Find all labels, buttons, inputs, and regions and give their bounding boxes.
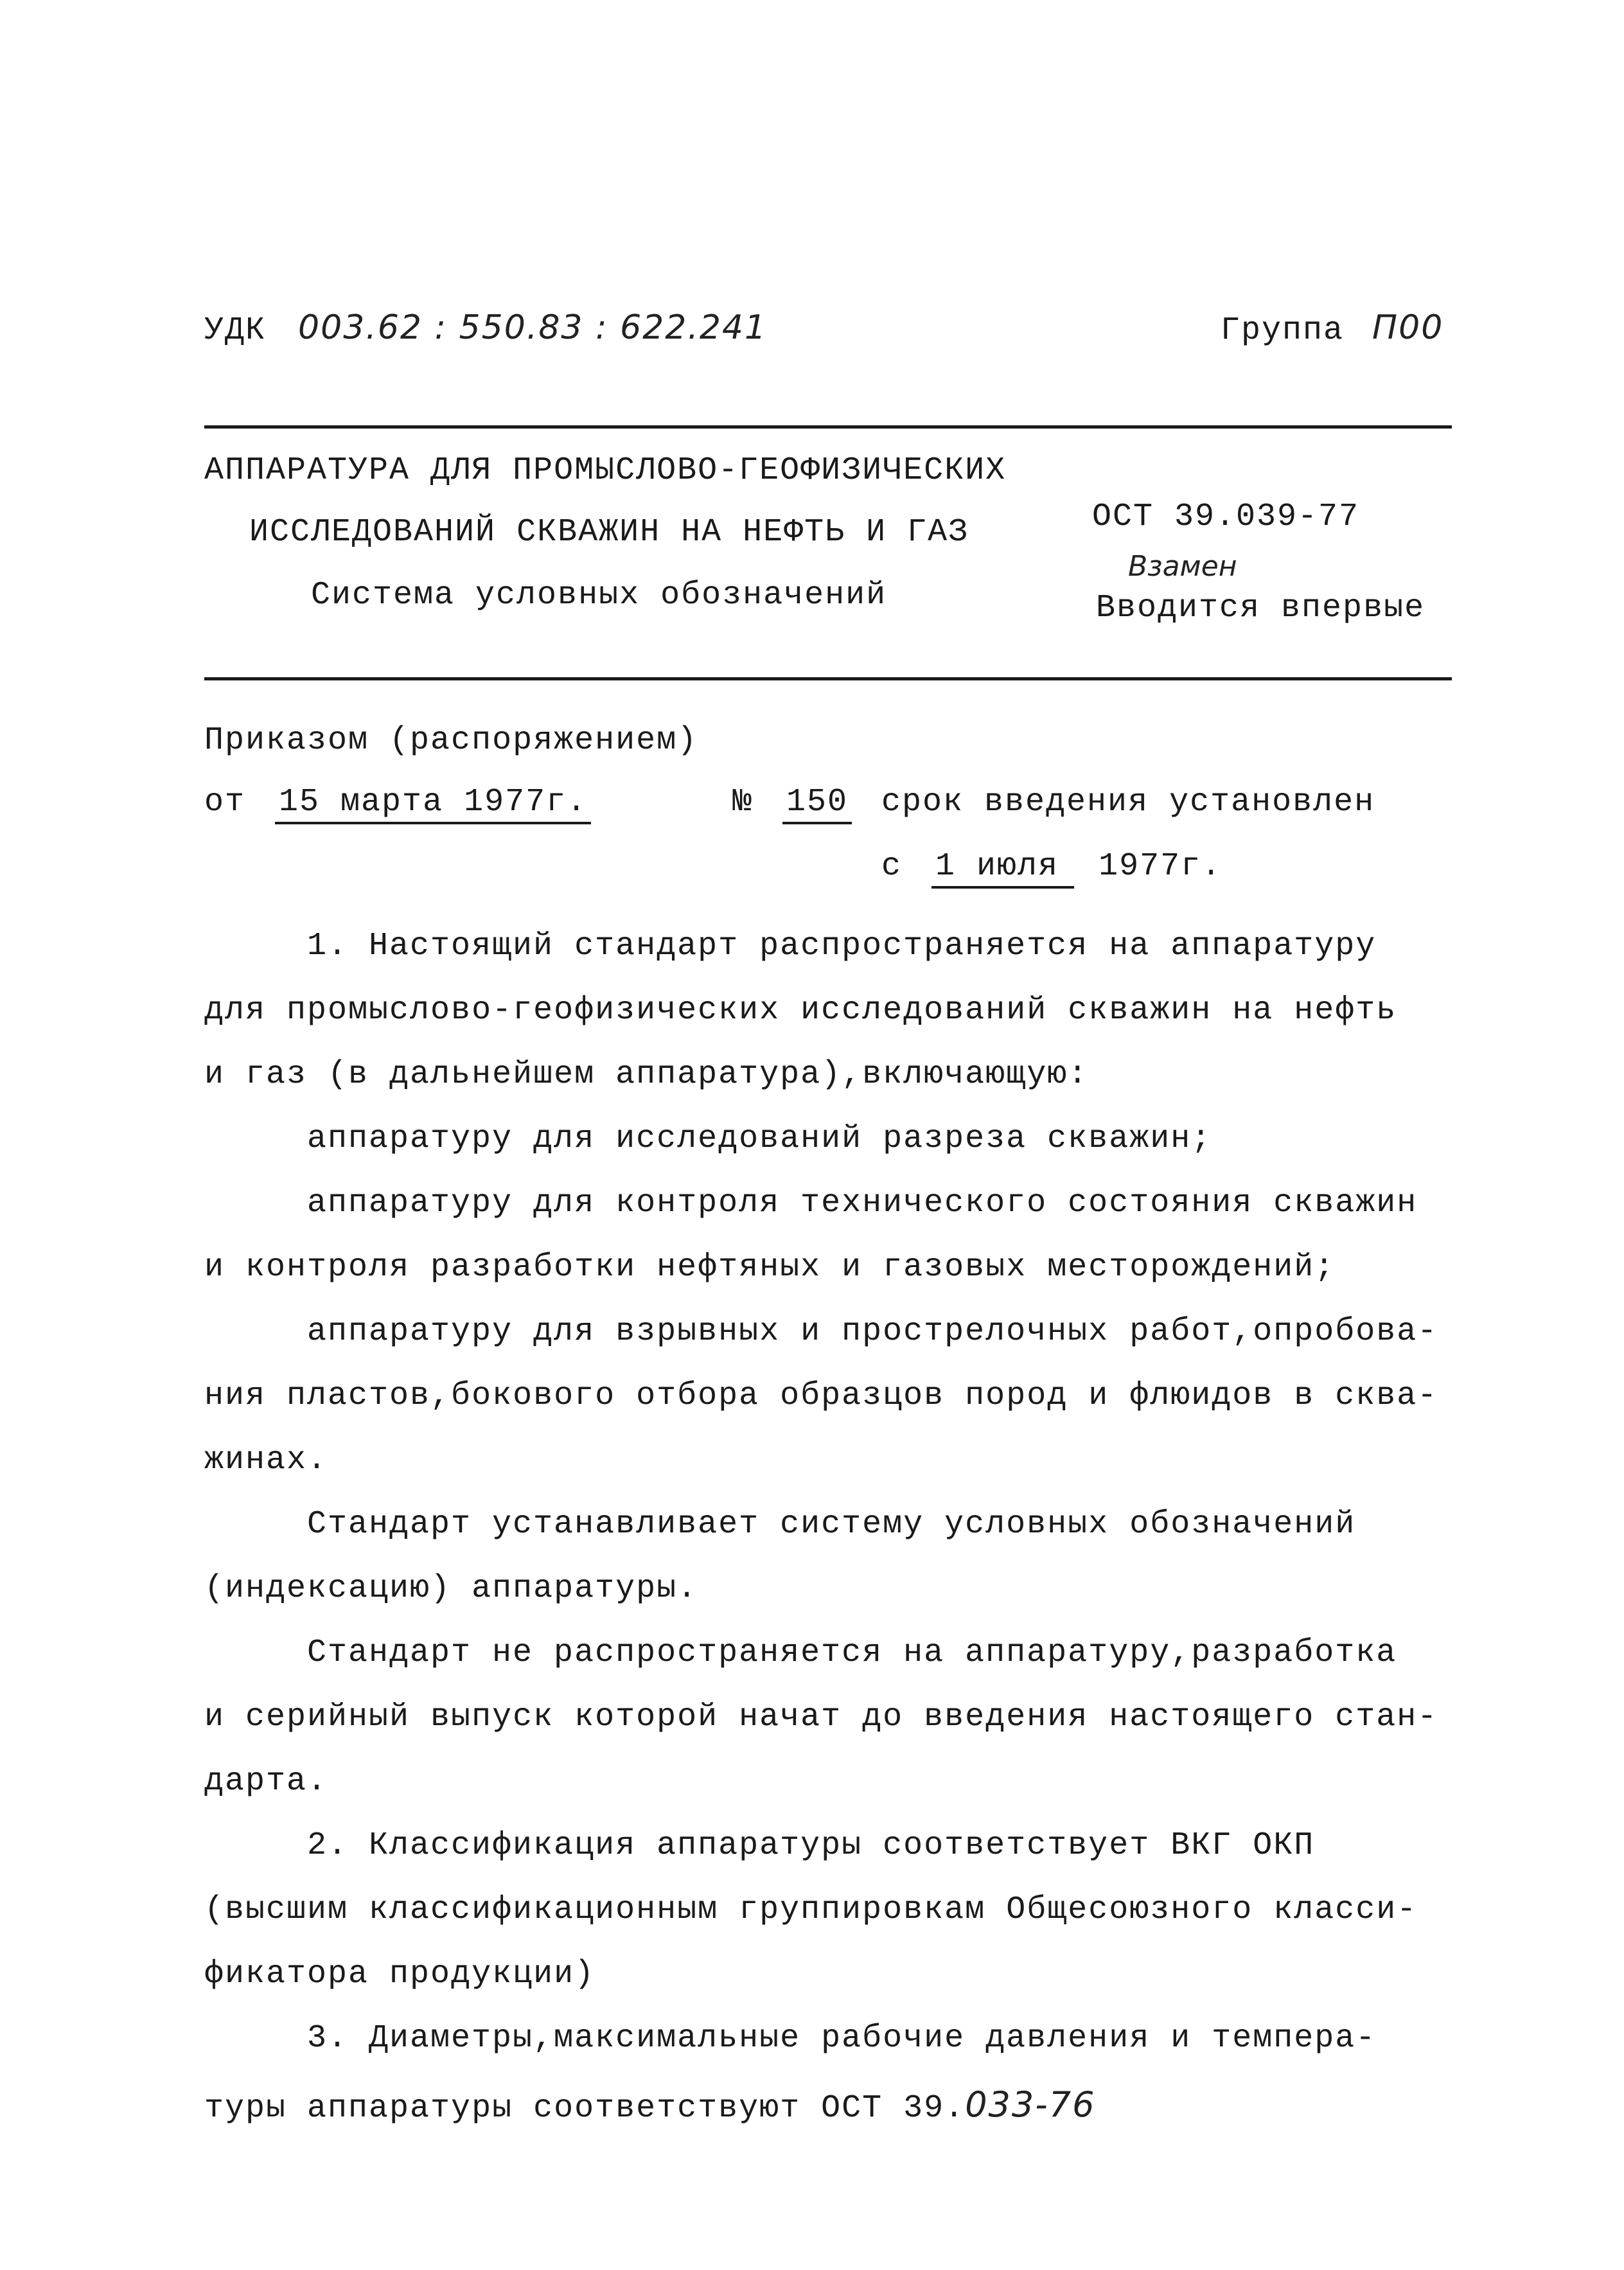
p5-line-2: (индексацию) аппаратуры. <box>204 1570 698 1607</box>
group-label: Группа <box>1221 312 1345 349</box>
p7-line-3: фикатора продукции) <box>204 1956 596 1992</box>
order-line-1: Приказом (распоряжением) <box>204 722 698 759</box>
order-number-label: № <box>732 784 754 820</box>
title-line-1: АППАРАТУРА ДЛЯ ПРОМЫСЛОВО-ГЕОФИЗИЧЕСКИХ <box>204 452 1007 489</box>
p7-line-1: 2. Классификация аппаратуры соответствует ВКГ ОКП <box>307 1827 1315 1864</box>
effective-day: 1 июля <box>931 848 1074 889</box>
order-number: 150 <box>782 784 852 824</box>
p3-line-2: и контроля разработки нефтяных и газовых месторождений; <box>204 1249 1336 1286</box>
p8-handwritten-number: 033-76 <box>965 2084 1096 2125</box>
p8-line-2-text: туры аппаратуры соответствуют ОСТ 39. <box>204 2090 966 2127</box>
order-number-block <box>732 784 852 824</box>
effective-date-block <box>881 848 1222 889</box>
effective-from-label: с <box>881 848 903 885</box>
udk-label: УДК <box>204 312 267 349</box>
p2-line-1: аппаратуру для исследований разреза скважин; <box>307 1121 1212 1157</box>
p8-line-2 <box>204 2084 1095 2127</box>
replaces-label: Взамен <box>1128 550 1237 583</box>
p1-line-2: для промыслово-геофизических исследований скважин на нефть <box>204 992 1397 1029</box>
group-block <box>1221 308 1443 349</box>
top-rule <box>204 425 1452 429</box>
effective-year: 1977г. <box>1099 848 1222 885</box>
p6-line-2: и серийный выпуск которой начат до введения настоящего стан- <box>204 1699 1438 1735</box>
p7-line-2: (высшим классификационным группировкам Общесоюзного класси- <box>204 1892 1418 1928</box>
p8-line-1: 3. Диаметры,максимальные рабочие давления и темпера- <box>307 2020 1377 2057</box>
order-from-label: от <box>204 784 246 820</box>
p4-line-1: аппаратуру для взрывных и прострелочных работ,опробова- <box>307 1313 1438 1350</box>
udk-block <box>204 308 767 349</box>
title-line-3: Система условных обозначений <box>311 577 887 614</box>
udk-code: 003.62 : 550.83 : 622.241 <box>298 308 768 347</box>
title-line-2: ИССЛЕДОВАНИЙ СКВАЖИН НА НЕФТЬ И ГАЗ <box>249 514 969 551</box>
replaces-value: Вводится впервые <box>1096 590 1425 626</box>
p5-line-1: Стандарт устанавливает систему условных обозначений <box>307 1506 1356 1543</box>
p3-line-1: аппаратуру для контроля технического состояния скважин <box>307 1185 1418 1221</box>
bottom-rule <box>204 677 1452 680</box>
p4-line-2: ния пластов,бокового отбора образцов пород и флюидов в сква- <box>204 1378 1438 1414</box>
order-line-2 <box>204 784 591 824</box>
p6-line-1: Стандарт не распространяется на аппаратуру,разработка <box>307 1635 1397 1671</box>
standard-number: ОСТ 39.039-77 <box>1092 499 1360 535</box>
p6-line-3: дарта. <box>204 1763 328 1800</box>
p1-line-3: и газ (в дальнейшем аппаратура),включающую: <box>204 1056 1089 1093</box>
p1-line-1: 1. Настоящий стандарт распространяется на аппаратуру <box>307 928 1377 964</box>
group-code: П00 <box>1372 308 1444 347</box>
order-date: 15 марта 1977г. <box>275 784 591 824</box>
order-term-text: срок введения установлен <box>881 784 1375 820</box>
p4-line-3: жинах. <box>204 1442 328 1478</box>
